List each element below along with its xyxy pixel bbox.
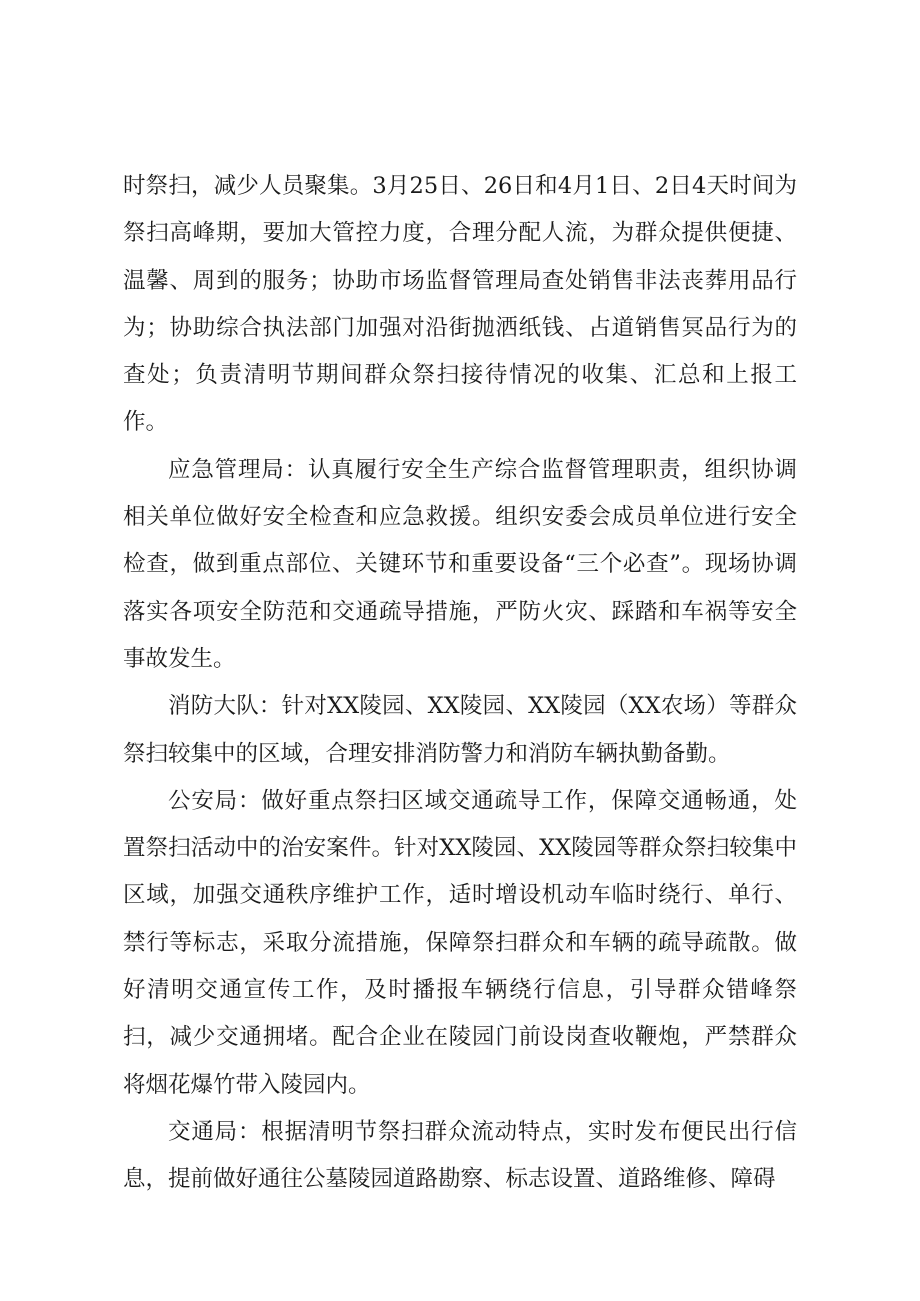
paragraph-public-security: 公安局：做好重点祭扫区域交通疏导工作，保障交通畅通，处置祭扫活动中的治安案件。针对XX陵园、XX陵园等群众祭扫较集中区域，加强交通秩序维护工作，适时增设机动车临时绕行、单行、禁行等标志，采取分流措施，保障祭扫群众和车辆的疏导疏散。做好清明交通宣传工作，及时播报车辆绕行信息，引导群众错峰祭扫，减少交通拥堵。配合企业在陵园门前设岗查收鞭炮，严禁群众将烟花爆竹带入陵园内。 — [123, 787, 797, 1098]
document-body — [123, 163, 797, 1204]
paragraph-transportation: 交通局：根据清明节祭扫群众流动特点，实时发布便民出行信息，提前做好通往公墓陵园道路勘察、标志设置、道路维修、障碍 — [123, 1118, 797, 1193]
paragraph-emergency-management: 应急管理局：认真履行安全生产综合监督管理职责，组织协调相关单位做好安全检查和应急救援。组织安委会成员单位进行安全检查，做到重点部位、关键环节和重要设备“三个必查”。现场协调落实各项安全防范和交通疏导措施，严防火灾、踩踏和车祸等安全事故发生。 — [123, 456, 797, 672]
paragraph-fire-brigade: 消防大队：针对XX陵园、XX陵园、XX陵园（XX农场）等群众祭扫较集中的区域，合理安排消防警力和消防车辆执勤备勤。 — [123, 693, 797, 767]
paragraph-continuation: 时祭扫，减少人员聚集。3月25日、26日和4月1日、2日4天时间为祭扫高峰期，要加大管控力度，合理分配人流，为群众提供便捷、温馨、周到的服务；协助市场监督管理局查处销售非法丧葬用品行为；协助综合执法部门加强对沿街抛洒纸钱、占道销售冥品行为的查处；负责清明节期间群众祭扫接待情况的收集、汇总和上报工作。 — [123, 173, 797, 436]
